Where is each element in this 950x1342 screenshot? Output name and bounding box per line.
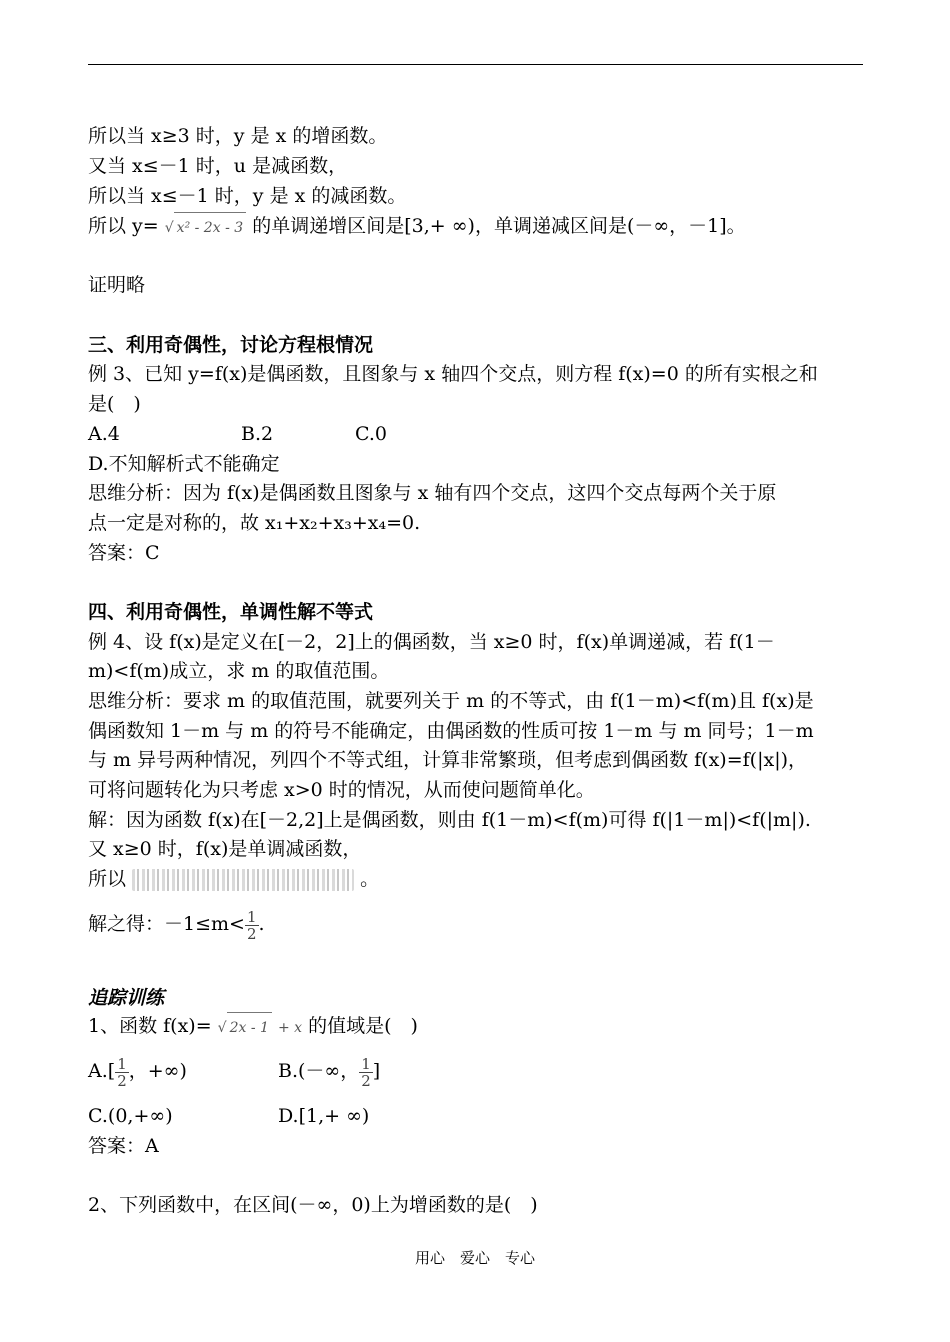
text-fragment: 所以 y= — [88, 215, 159, 237]
fraction — [359, 1056, 373, 1089]
radical-sign: √ — [164, 219, 174, 236]
text-line: 例 4、设 f(x)是定义在[－2，2]上的偶函数，当 x≥0 时，f(x)单调递减，若 f(1－ — [88, 631, 775, 653]
text-line: 又 x≥0 时，f(x)是单调减函数， — [88, 838, 362, 860]
option-c: C.0 — [355, 423, 387, 445]
text-fragment: ] — [372, 1060, 381, 1082]
options-line — [88, 1048, 381, 1094]
sqrt-expression — [218, 1012, 272, 1043]
option-b — [278, 1048, 380, 1094]
text-line: 偶函数知 1－m 与 m 的符号不能确定，由偶函数的性质可按 1－m 与 m 同号；1－m — [88, 720, 814, 742]
fraction-denominator: 2 — [246, 924, 257, 943]
header-rule — [88, 64, 863, 65]
option-a: A.4 — [88, 423, 120, 445]
formula-image-placeholder — [132, 869, 354, 891]
options-line — [88, 1101, 370, 1131]
text-fragment: 所以 — [88, 868, 127, 890]
section-heading: 追踪训练 — [88, 987, 165, 1009]
radical-sign: √ — [217, 1019, 227, 1036]
text-line: 思维分析：要求 m 的取值范围，就要列关于 m 的不等式，由 f(1－m)<f(m)且 f(x)是 — [88, 690, 814, 712]
options-line — [88, 419, 387, 449]
text-line: 证明略 — [88, 274, 146, 296]
text-line: 又当 x≤－1 时，u 是减函数， — [88, 155, 348, 177]
text-line — [88, 211, 746, 251]
option-a — [88, 1054, 187, 1090]
text-line — [88, 1011, 418, 1041]
text-line — [88, 902, 265, 946]
sqrt-body: 2x - 1 — [227, 1012, 272, 1043]
answer-line: 答案：A — [88, 1135, 159, 1157]
text-fragment: 的单调递增区间是[3,+ ∞)，单调递减区间是(－∞，－1]。 — [252, 215, 746, 237]
option-c: C.(0,+∞) — [88, 1105, 173, 1127]
text-line: 解：因为函数 f(x)在[－2,2]上是偶函数，则由 f(1－m)<f(m)可得 f(|1－m|)<f(|m|). — [88, 809, 811, 831]
text-fragment: 解之得：－1≤m< — [88, 913, 245, 935]
text-line: 2、下列函数中，在区间(－∞，0)上为增函数的是( ) — [88, 1194, 538, 1216]
fraction-numerator: 1 — [117, 1054, 127, 1073]
text-line: 思维分析：因为 f(x)是偶函数且图象与 x 轴有四个交点，这四个交点每两个关于原 — [88, 482, 777, 504]
page-footer: 用心 爱心 专心 — [414, 1249, 535, 1267]
text-line: 可将问题转化为只考虑 x>0 时的情况，从而使问题简单化。 — [88, 779, 595, 801]
text-line: 与 m 异号两种情况，列四个不等式组，计算非常繁琐，但考虑到偶函数 f(x)=f(|x|)， — [88, 749, 808, 771]
text-fragment: ，+∞) — [128, 1060, 187, 1082]
text-line: 例 3、已知 y=f(x)是偶函数，且图象与 x 轴四个交点，则方程 f(x)=0 的所有实根之和 — [88, 363, 818, 385]
answer-line: 答案：C — [88, 542, 160, 564]
text-line: 点一定是对称的，故 x₁+x₂+x₃+x₄=0. — [88, 512, 421, 534]
text-fragment: B.(－∞， — [278, 1060, 360, 1082]
text-fragment: A.[ — [88, 1060, 116, 1082]
text-line: 是( ) — [88, 393, 141, 415]
text-line: 所以当 x≥3 时，y 是 x 的增函数。 — [88, 125, 388, 147]
sqrt-expression — [165, 212, 246, 243]
sqrt-body: x² - 2x - 3 — [174, 212, 246, 243]
section-heading: 三、利用奇偶性，讨论方程根情况 — [88, 334, 374, 356]
fraction — [115, 1056, 129, 1089]
text-fragment: + x — [277, 1020, 303, 1036]
option-d: D.不知解析式不能确定 — [88, 453, 280, 475]
option-d: D.[1,+ ∞) — [278, 1105, 370, 1127]
text-line — [88, 864, 379, 894]
section-heading: 四、利用奇偶性，单调性解不等式 — [88, 601, 374, 623]
fraction-denominator: 2 — [117, 1071, 127, 1090]
text-fragment: 1、函数 f(x)= — [88, 1015, 212, 1037]
fraction-denominator: 2 — [361, 1071, 371, 1090]
text-fragment: 的值域是( ) — [308, 1015, 418, 1037]
text-fragment: . — [258, 913, 265, 935]
text-fragment: 。 — [360, 868, 380, 890]
text-line: m)<f(m)成立，求 m 的取值范围。 — [88, 660, 390, 682]
option-b: B.2 — [241, 423, 274, 445]
text-line: 所以当 x≤－1 时，y 是 x 的减函数。 — [88, 185, 407, 207]
fraction-numerator: 1 — [361, 1054, 371, 1073]
fraction — [245, 909, 259, 942]
fraction-numerator: 1 — [246, 907, 257, 926]
